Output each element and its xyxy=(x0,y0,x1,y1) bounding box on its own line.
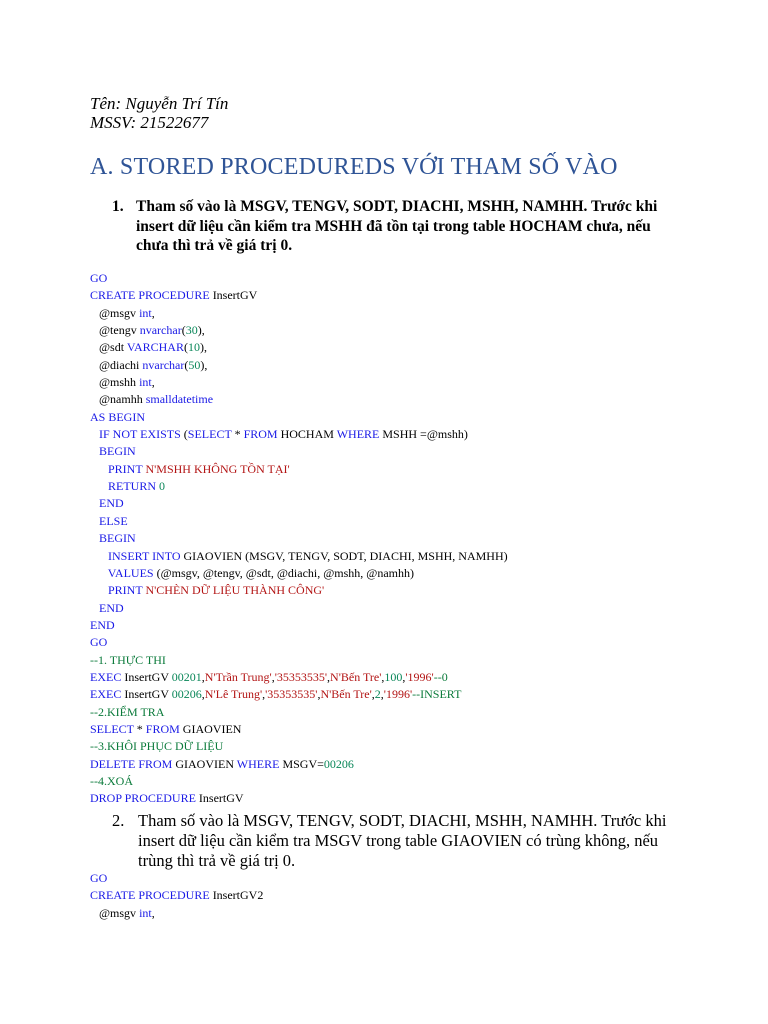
code-token: MSHH =@mshh) xyxy=(379,427,468,442)
code-token: N'Bến Tre' xyxy=(330,669,382,684)
code-line xyxy=(90,305,508,322)
code-token: , xyxy=(262,687,266,702)
code-token: , xyxy=(201,669,205,684)
code-token: SELECT xyxy=(187,427,232,442)
code-token: N'Lê Trung' xyxy=(204,687,263,702)
code-token: 00206 xyxy=(323,756,354,771)
code-token: smalldatetime xyxy=(145,392,214,407)
code-token: MSGV= xyxy=(279,756,324,771)
code-line xyxy=(90,322,508,339)
code-token: '1996' xyxy=(405,669,434,684)
code-token: '35353535' xyxy=(274,669,328,684)
code-token: 30 xyxy=(185,323,198,338)
code-token: int xyxy=(139,305,152,320)
code-token: (@msgv, @tengv, @sdt, @diachi, @mshh, @namhh) xyxy=(153,565,414,580)
code-token: InsertGV xyxy=(195,791,244,806)
code-token xyxy=(90,479,108,493)
code-line xyxy=(90,617,508,634)
code-line xyxy=(90,756,508,773)
requirement-number: 2. xyxy=(112,811,125,830)
code-token: GO xyxy=(90,271,108,285)
code-line xyxy=(90,513,508,530)
code-token: @sdt xyxy=(90,340,127,355)
code-token: IF NOT EXISTS xyxy=(99,427,181,442)
code-line xyxy=(90,887,263,904)
code-line xyxy=(90,357,508,374)
requirement-text: Tham số vào là MSGV, TENGV, SODT, DIACHI, MSHH, NAMHH. Trước khi insert dữ liệu cần kiểm tra MSGV trong table GIAOVIEN có trùng không, nếu trùng thì trả về giá trị 0. xyxy=(138,811,667,870)
code-token: ), xyxy=(200,357,208,372)
code-line xyxy=(90,738,508,755)
code-token: , xyxy=(402,669,406,684)
code-token: DROP PROCEDURE xyxy=(90,791,196,806)
code-token: , xyxy=(317,687,321,702)
code-token: 00201 xyxy=(171,669,202,684)
code-token: @diachi xyxy=(90,357,143,372)
code-line xyxy=(90,530,508,547)
code-line xyxy=(90,870,263,887)
code-token: VALUES xyxy=(107,565,154,580)
code-line xyxy=(90,478,508,495)
code-token: EXEC xyxy=(90,669,122,684)
code-token xyxy=(90,583,108,597)
code-token: GO xyxy=(90,871,108,885)
code-token: BEGIN xyxy=(99,531,136,546)
code-token xyxy=(90,462,108,476)
code-token: RETURN xyxy=(108,479,156,494)
code-token xyxy=(90,496,99,510)
code-line xyxy=(90,426,508,443)
code-line xyxy=(90,443,508,460)
code-line xyxy=(90,409,508,426)
code-line xyxy=(90,374,508,391)
code-line xyxy=(90,565,508,582)
code-line xyxy=(90,721,508,738)
code-token: --1. THỰC THI xyxy=(90,652,166,667)
code-token: N'MSHH KHÔNG TỒN TẠI' xyxy=(142,461,290,476)
code-line xyxy=(90,495,508,512)
code-token xyxy=(90,514,99,528)
code-line xyxy=(90,461,508,478)
code-token: ), xyxy=(199,340,207,355)
code-line xyxy=(90,634,508,651)
code-token: 10 xyxy=(187,340,200,355)
code-token: 2 xyxy=(374,687,381,702)
code-line xyxy=(90,669,508,686)
code-token: @mshh xyxy=(90,375,140,390)
code-token: * xyxy=(231,427,244,442)
code-token: InsertGV2 xyxy=(209,888,264,903)
code-token: ( xyxy=(181,323,186,338)
code-token: @namhh xyxy=(90,392,146,407)
code-block-2 xyxy=(90,870,263,922)
code-token: @msgv xyxy=(90,305,140,320)
code-token: ( xyxy=(180,427,188,442)
code-token: , xyxy=(381,669,385,684)
code-token: HOCHAM xyxy=(277,427,337,442)
code-token: CREATE PROCEDURE xyxy=(90,288,210,303)
code-token: INSERT INTO xyxy=(108,548,181,563)
code-token: GO xyxy=(90,635,108,650)
code-line xyxy=(90,790,508,807)
student-id-line: MSSV: 21522677 xyxy=(90,113,209,132)
code-token: 0 xyxy=(156,479,165,494)
code-line xyxy=(90,686,508,703)
code-token: END xyxy=(90,617,115,632)
code-token xyxy=(90,427,99,441)
code-token: * xyxy=(133,721,146,736)
code-token: PRINT xyxy=(108,461,143,476)
code-block-1 xyxy=(90,270,508,808)
requirement-text: Tham số vào là MSGV, TENGV, SODT, DIACHI, MSHH, NAMHH. Trước khi insert dữ liệu cần kiểm tra MSHH đã tồn tại trong table HOCHAM chưa, nếu chưa thì trả về giá trị 0. xyxy=(136,198,658,254)
code-token: AS BEGIN xyxy=(90,409,146,424)
code-token: InsertGV xyxy=(121,687,172,702)
code-token: ), xyxy=(197,323,205,338)
code-token: , xyxy=(327,669,331,684)
code-token: , xyxy=(380,687,384,702)
code-token: InsertGV xyxy=(209,288,258,303)
code-token: FROM xyxy=(243,427,278,442)
code-token xyxy=(90,549,108,563)
code-token xyxy=(90,601,99,615)
code-token: VARCHAR xyxy=(126,340,184,355)
code-token: , xyxy=(151,305,155,320)
code-token: 100 xyxy=(384,669,403,684)
code-token: GIAOVIEN (MSGV, TENGV, SODT, DIACHI, MSHH, NAMHH) xyxy=(180,548,508,563)
code-token: WHERE xyxy=(336,427,380,442)
code-token: GIAOVIEN xyxy=(172,756,237,771)
code-line xyxy=(90,339,508,356)
code-token: int xyxy=(139,905,152,920)
code-line xyxy=(90,773,508,790)
requirement-item-1 xyxy=(112,197,682,256)
code-token: ( xyxy=(184,357,189,372)
requirement-item-2 xyxy=(112,811,672,871)
code-token: , xyxy=(371,687,375,702)
code-token: , xyxy=(151,375,155,390)
code-token: SELECT xyxy=(90,721,134,736)
code-line xyxy=(90,905,263,922)
code-line xyxy=(90,652,508,669)
code-token: DELETE FROM xyxy=(90,756,173,771)
code-token: FROM xyxy=(145,721,180,736)
code-token: N'Trần Trung' xyxy=(204,669,272,684)
code-token xyxy=(90,444,99,458)
code-token: --4.XOÁ xyxy=(90,773,133,788)
code-line xyxy=(90,287,508,304)
code-token: END xyxy=(99,600,124,615)
code-token: @msgv xyxy=(90,905,140,920)
code-line xyxy=(90,548,508,565)
code-line xyxy=(90,582,508,599)
code-token: END xyxy=(99,496,124,511)
code-token: GIAOVIEN xyxy=(179,721,242,736)
code-line xyxy=(90,391,508,408)
code-token: int xyxy=(139,375,152,390)
code-token: , xyxy=(151,905,155,920)
code-token: , xyxy=(201,687,205,702)
code-token: nvarchar xyxy=(139,323,182,338)
author-name-line: Tên: Nguyễn Trí Tín xyxy=(90,94,229,113)
code-token: N'CHÈN DỮ LIỆU THÀNH CÔNG' xyxy=(142,583,325,598)
code-token xyxy=(90,566,108,580)
code-token: --2.KIỂM TRA xyxy=(90,704,165,719)
code-token: '35353535' xyxy=(265,687,318,702)
code-token: --3.KHÔI PHỤC DỮ LIỆU xyxy=(90,739,224,754)
code-token: --INSERT xyxy=(412,687,462,702)
code-line xyxy=(90,704,508,721)
code-token: WHERE xyxy=(236,756,280,771)
code-token: nvarchar xyxy=(142,357,185,372)
code-token xyxy=(90,531,99,545)
code-token: ELSE xyxy=(99,513,128,528)
code-line xyxy=(90,270,508,287)
code-token: InsertGV xyxy=(121,669,172,684)
code-line xyxy=(90,600,508,617)
code-token: 00206 xyxy=(171,687,202,702)
section-heading: A. STORED PROCEDUREDS VỚI THAM SỐ VÀO xyxy=(90,154,618,180)
code-token: 50 xyxy=(188,357,201,372)
code-token: ( xyxy=(183,340,188,355)
code-token: '1996' xyxy=(383,687,413,702)
code-token: BEGIN xyxy=(99,444,136,459)
code-token: , xyxy=(271,669,275,684)
code-token: EXEC xyxy=(90,687,122,702)
requirement-number: 1. xyxy=(112,198,124,215)
code-token: --0 xyxy=(433,669,448,684)
code-token: CREATE PROCEDURE xyxy=(90,888,210,903)
code-token: @tengv xyxy=(90,323,140,338)
code-token: PRINT xyxy=(108,583,143,598)
code-token: N'Bến Tre' xyxy=(320,687,372,702)
